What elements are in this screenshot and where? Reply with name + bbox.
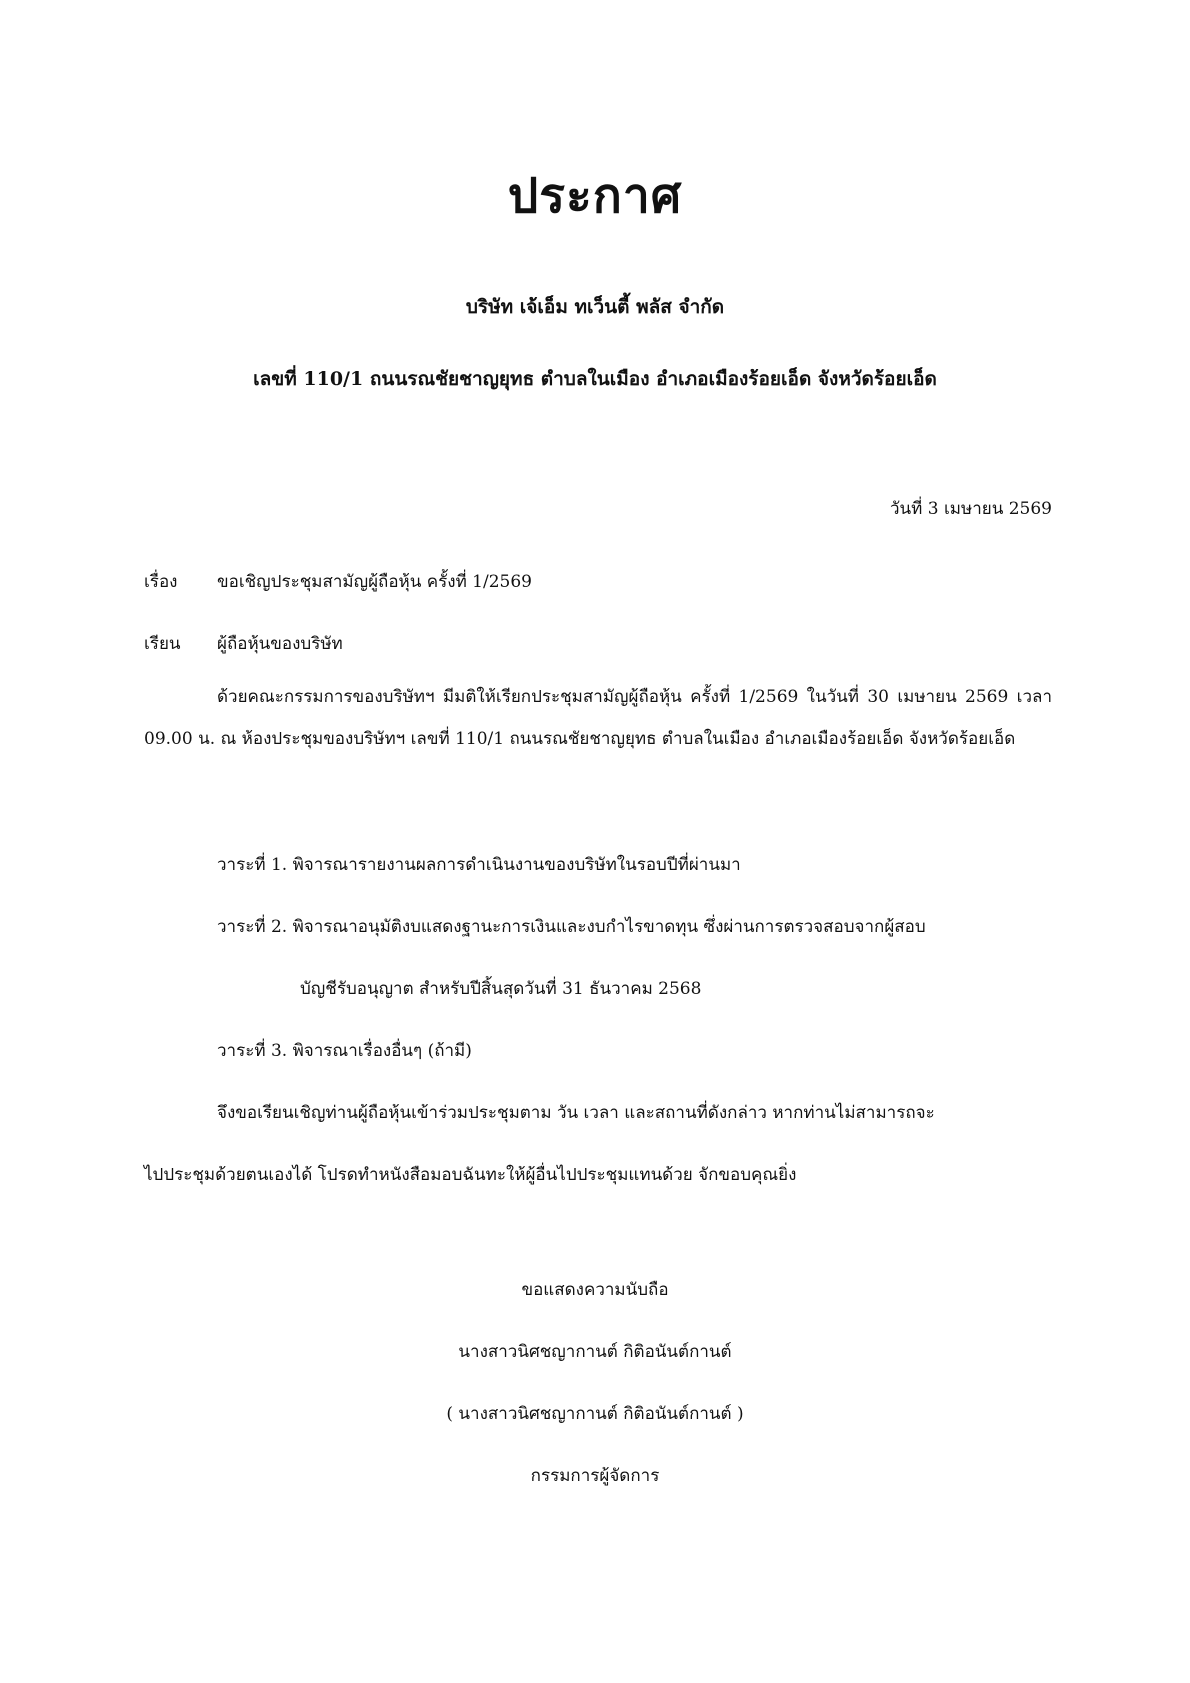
- signature-name-parenthetical: ( นางสาวนิศชญากานต์ กิติอนันต์กานต์ ): [446, 1404, 744, 1424]
- signature-name: นางสาวนิศชญากานต์ กิติอนันต์กานต์: [458, 1342, 732, 1362]
- closing-line-1: จึงขอเรียนเชิญท่านผู้ถือหุ้นเข้าร่วมประชุมตาม วัน เวลา และสถานที่ดังกล่าว หากท่านไม่สามารถจะ: [217, 1103, 935, 1123]
- company-name: บริษัท เจ้เอ็ม ทเว็นตี้ พลัส จำกัด: [465, 296, 725, 318]
- subject-label: เรื่อง: [144, 572, 178, 592]
- signature-salutation: ขอแสดงความนับถือ: [521, 1280, 669, 1300]
- subject-text: ขอเชิญประชุมสามัญผู้ถือหุ้น ครั้งที่ 1/2569: [217, 572, 532, 592]
- agenda-item-1: วาระที่ 1. พิจารณารายงานผลการดำเนินงานของบริษัทในรอบปีที่ผ่านมา: [217, 855, 741, 875]
- signature-position: กรรมการผู้จัดการ: [530, 1466, 660, 1486]
- recipient-label: เรียน: [144, 634, 181, 654]
- closing-line-2: ไปประชุมด้วยตนเองได้ โปรดทำหนังสือมอบฉันทะให้ผู้อื่นไปประชุมแทนด้วย จักขอบคุณยิ่ง: [144, 1165, 797, 1185]
- company-address: เลขที่ 110/1 ถนนรณชัยชาญยุทธ ตำบลในเมือง อำเภอเมืองร้อยเอ็ด จังหวัดร้อยเอ็ด: [253, 368, 937, 390]
- agenda-item-2-continuation: บัญชีรับอนุญาต สำหรับปีสิ้นสุดวันที่ 31 ธันวาคม 2568: [300, 979, 702, 999]
- recipient-text: ผู้ถือหุ้นของบริษัท: [217, 634, 343, 654]
- document-title: ประกาศ: [507, 168, 683, 224]
- document-date: วันที่ 3 เมษายน 2569: [889, 499, 1052, 519]
- agenda-item-3: วาระที่ 3. พิจารณาเรื่องอื่นๆ (ถ้ามี): [217, 1041, 472, 1061]
- intro-paragraph: ด้วยคณะกรรมการของบริษัทฯ มีมติให้เรียกประชุมสามัญผู้ถือหุ้น ครั้งที่ 1/2569 ในวันที่ 30 เมษายน 2569 เวลา 09.00 น. ณ ห้องประชุมของบริษัทฯ เลขที่ 110/1 ถนนรณชัยชาญยุทธ ตำบลในเมือง อำเภอเมืองร้อยเอ็ด จังหวัดร้อยเอ็ด: [144, 687, 1052, 749]
- agenda-item-2: วาระที่ 2. พิจารณาอนุมัติงบแสดงฐานะการเงินและงบกำไรขาดทุน ซึ่งผ่านการตรวจสอบจากผู้สอบ: [217, 917, 926, 937]
